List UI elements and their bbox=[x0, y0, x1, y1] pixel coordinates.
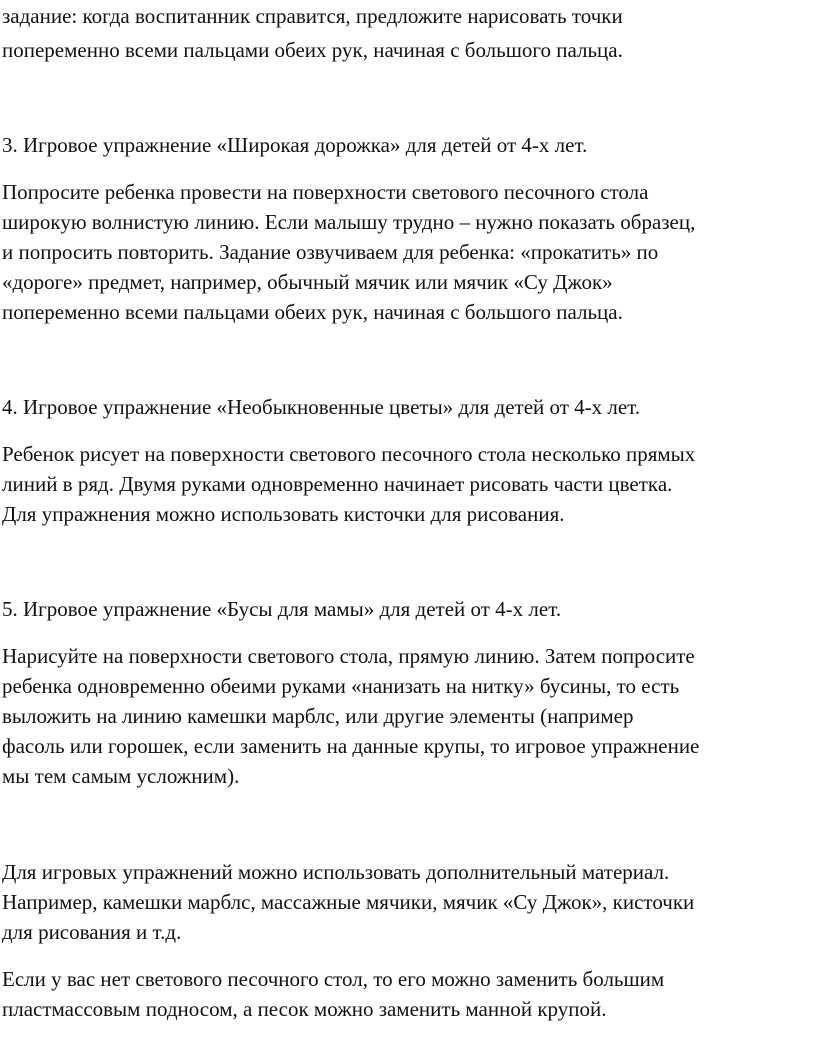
section-heading: 5. Игровое упражнение «Бусы для мамы» для детей от 4-х лет. bbox=[2, 597, 562, 621]
text-line: ребенка одновременно обеими руками «нанизать на нитку» бусины, то есть bbox=[2, 674, 680, 698]
text-line: для рисования и т.д. bbox=[2, 920, 182, 944]
text-line: Если у вас нет светового песочного стол, то его можно заменить большим bbox=[2, 967, 665, 991]
text-line: и попросить повторить. Задание озвучиваем для ребенка: «прокатить» по bbox=[2, 240, 659, 264]
section-heading: 4. Игровое упражнение «Необыкновенные цветы» для детей от 4-х лет. bbox=[2, 395, 641, 419]
text-line: Для упражнения можно использовать кисточки для рисования. bbox=[2, 502, 565, 526]
text-line: «дороге» предмет, например, обычный мячик или мячик «Су Джок» bbox=[2, 270, 613, 294]
text-line: Например, камешки марблс, массажные мячики, мячик «Су Джок», кисточки bbox=[2, 890, 695, 914]
text-line: широкую волнистую линию. Если малышу трудно – нужно показать образец, bbox=[2, 210, 696, 234]
text-line: фасоль или горошек, если заменить на данные крупы, то игровое упражнение bbox=[2, 734, 700, 758]
text-line: линий в ряд. Двумя руками одновременно начинает рисовать части цветка. bbox=[2, 472, 673, 496]
text-line: задание: когда воспитанник справится, предложите нарисовать точки bbox=[2, 4, 623, 28]
text-line: попеременно всеми пальцами обеих рук, начиная с большого пальца. bbox=[2, 300, 623, 324]
text-line: мы тем самым усложним). bbox=[2, 764, 240, 788]
section-heading: 3. Игровое упражнение «Широкая дорожка» для детей от 4-х лет. bbox=[2, 133, 588, 157]
text-line: выложить на линию камешки марблс, или другие элементы (например bbox=[2, 704, 634, 728]
text-line: пластмассовым подносом, а песок можно заменить манной крупой. bbox=[2, 997, 607, 1021]
text-line: Попросите ребенка провести на поверхности светового песочного стола bbox=[2, 180, 649, 204]
text-line: Нарисуйте на поверхности светового стола, прямую линию. Затем попросите bbox=[2, 644, 695, 668]
text-line: попеременно всеми пальцами обеих рук, начиная с большого пальца. bbox=[2, 38, 623, 62]
text-line: Для игровых упражнений можно использовать дополнительный материал. bbox=[2, 860, 670, 884]
text-line: Ребенок рисует на поверхности светового песочного стола несколько прямых bbox=[2, 442, 696, 466]
